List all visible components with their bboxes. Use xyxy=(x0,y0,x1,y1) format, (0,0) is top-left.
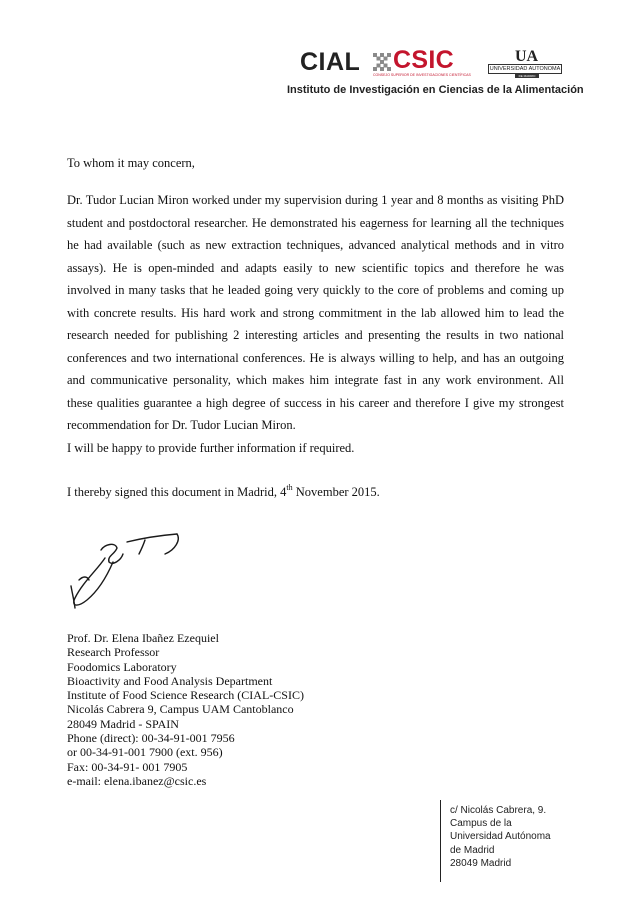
footer-address-line: 28049 Madrid xyxy=(450,857,512,869)
salutation: To whom it may concern, xyxy=(67,156,195,170)
uam-logo-subtitle: DE MADRID xyxy=(515,74,539,78)
signer-phone-alt: or 00-34-91-001 7900 (ext. 956) xyxy=(67,745,223,760)
signer-fax: Fax: 00-34-91- 001 7905 xyxy=(67,759,188,774)
signer-city: 28049 Madrid - SPAIN xyxy=(67,716,179,731)
cial-logo: CIAL xyxy=(300,48,361,76)
letter-body: Dr. Tudor Lucian Miron worked under my supervision during 1 year and 8 months as visiting PhD student and postdoctoral researcher. He demonstrated his eagerness for learning all the techniques he had available (such as new extraction techniques, advanced analytical methods and in vitro assays). He is open-minded and adapts easily to new scientific topics and therefore he was involved in many tasks that he leaded going very quickly to the core of problems and coming up with concrete results. His hard work and strong commitment in the lab allowed him to lead the research needed for publishing 2 interesting articles and presenting the results in two national conferences and two international conferences. He is always willing to help, and has an outgoing and communicative personality, which makes him integrate fast in any work environment. All these qualities guarantee a high degree of success in his career and therefore I give my strongest recommendation for Dr. Tudor Lucian Miron. xyxy=(67,193,564,432)
signer-phone: Phone (direct): 00-34-91-001 7956 xyxy=(67,731,235,746)
uam-logo: UA xyxy=(515,48,539,65)
footer-address xyxy=(450,804,551,870)
signed-ordinal: th xyxy=(286,483,293,492)
footer-address-line: c/ Nicolás Cabrera, 9. xyxy=(450,805,547,816)
footer-divider xyxy=(440,800,441,882)
footer-address-line: Campus de la xyxy=(450,818,512,830)
signer-department: Bioactivity and Food Analysis Department xyxy=(67,673,273,688)
footer-address-line: Universidad Autónoma xyxy=(450,831,551,843)
signer-institute: Institute of Food Science Research (CIAL-CSIC) xyxy=(67,688,304,703)
handwritten-signature xyxy=(65,520,195,615)
signer-address: Nicolás Cabrera 9, Campus UAM Cantoblanco xyxy=(67,702,294,717)
signer-lab: Foodomics Laboratory xyxy=(67,659,177,674)
signer-email: e-mail: elena.ibanez@csic.es xyxy=(67,773,207,788)
signature-block xyxy=(67,631,304,788)
signed-suffix: November 2015. xyxy=(292,485,380,499)
signer-title: Research Professor xyxy=(67,645,160,660)
uam-logo-name: UNIVERSIDAD AUTONOMA xyxy=(489,66,561,72)
closing-line: I will be happy to provide further information if required. xyxy=(67,441,355,455)
signed-date-line xyxy=(67,485,380,500)
csic-emblem-icon xyxy=(373,53,391,71)
footer-address-line: de Madrid xyxy=(450,844,495,856)
csic-logo-subtitle: CONSEJO SUPERIOR DE INVESTIGACIONES CIENTÍFICAS xyxy=(373,73,471,77)
csic-logo: CSIC xyxy=(393,46,454,74)
institute-name: Instituto de Investigación en Ciencias de la Alimentación xyxy=(287,84,584,96)
signed-prefix: I thereby signed this document in Madrid, 4 xyxy=(67,485,287,499)
signer-name: Prof. Dr. Elena Ibañez Ezequiel xyxy=(67,631,219,645)
